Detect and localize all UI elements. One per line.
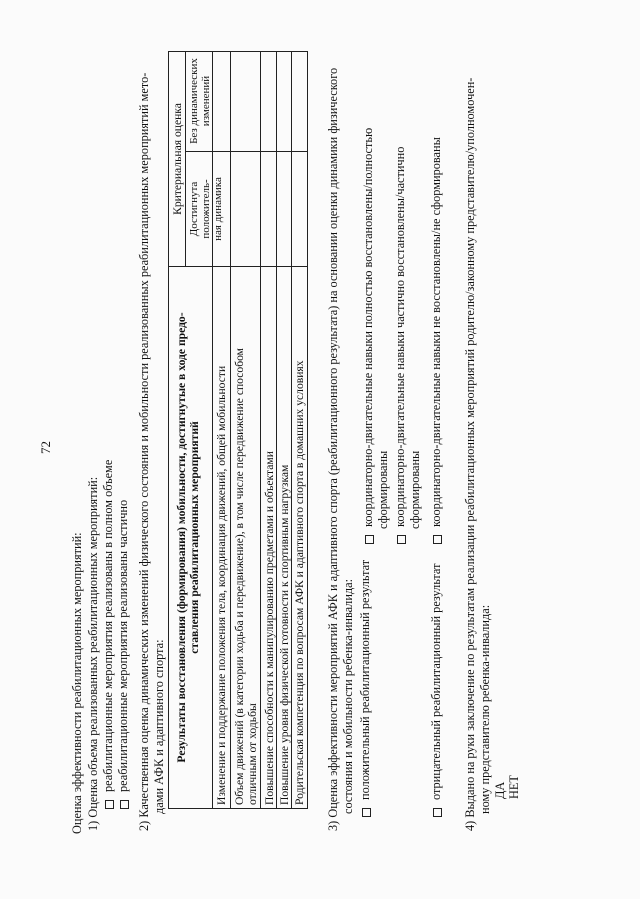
header-no-change [186,51,213,151]
table-cell-none[interactable] [261,51,277,151]
mobility-results-table [168,51,308,809]
section3-line1: 3) Оценка эффективности мероприятий АФК и адаптивного спорта (реабилитационного результата) на основании оценки динамики физического [326,67,340,831]
header-none-line1: Без динамических [188,58,200,144]
table-cell-positive[interactable] [261,151,277,266]
evaluation-heading: Оценка эффективности реабилитационных мероприятий: [70,532,84,834]
table-row-label: Повышение уровня физической готовности к спортивным нагрузкам [277,266,292,808]
table-cell-positive[interactable] [292,151,307,266]
section4-line2: ному представителю ребенка-инвалида: [478,604,492,814]
option-label: положительный реабилитационный результат [358,559,372,800]
checkbox[interactable] [433,808,442,817]
option-label: реабилитационные мероприятия реализованы частично [116,499,130,792]
section1-option-full [101,460,116,809]
option-label: координаторно-двигательные навыки полностью восстановлены/полностью [361,127,375,527]
answer-no[interactable]: НЕТ [507,775,521,799]
positive-result-option [358,560,373,817]
table-cell-none[interactable] [292,51,307,151]
table-row-label: Родительская компетенция по вопросам АФК и адаптивного спорта в домашних условиях [292,266,307,808]
section4-line1: 4) Выдано на руки заключение по результатам реализации реабилитационных мероприятий родителю/законному представителю/уполномочен- [463,77,477,831]
header-positive-line1: Достигнута положитель- [188,179,212,239]
table-row-label: Повышение способности к манипулированию предметами и объектами [261,266,277,808]
table-cell-positive[interactable] [231,151,261,266]
positive-sub-full-cont: сформированы [376,450,390,529]
section1-title: 1) Оценка объема реализованных реабилитационных мероприятий: [86,476,100,831]
table-row-label [231,266,261,808]
header-results-line1: Результаты восстановления (формирования) мобильности, достигнутые в ходе предо- [175,312,188,763]
header-none-line2: изменений [200,75,212,127]
checkbox[interactable] [120,800,129,809]
header-criterial: Критериальная оценка [169,51,186,266]
positive-sub-partial-cont: сформированы [408,450,422,529]
negative-sub [429,137,444,544]
row-label-line2: отличным от ходьбы [246,703,259,805]
negative-result-option [429,564,444,817]
option-label: отрицательный реабилитационный результат [429,563,443,800]
section3-line2: состояния и мобильности ребенка-инвалида: [341,578,355,814]
section1-option-partial [116,500,131,809]
header-results-line2: ставления реабилитационных мероприятий [188,421,201,654]
table-cell-positive[interactable] [277,151,292,266]
section2-line2: дами АФК и адаптивного спорта: [152,639,166,814]
page-number: 72 [38,441,53,454]
table-cell-positive[interactable] [213,151,231,266]
option-label: координаторно-двигательные навыки не восстановлены/не сформированы [429,137,443,527]
section2-line1: 2) Качественная оценка динамических изменений физического состояния и мобильности реализованных реабилитационных мероприятий мето- [137,72,151,831]
checkbox[interactable] [105,800,114,809]
header-positive [186,151,224,266]
table-row-label: Изменение и поддержание положения тела, координация движений, общей мобильности [213,266,231,808]
answer-yes[interactable]: ДА [493,781,507,799]
option-label: реабилитационные мероприятия реализованы в полном объеме [101,459,115,792]
checkbox[interactable] [365,535,374,544]
positive-sub-full [361,128,376,544]
table-cell-none[interactable] [231,51,261,151]
checkbox[interactable] [397,535,406,544]
row-label-line1: Объем движений (в категории ходьба и передвижение), в том числе передвижение способом [233,347,246,805]
header-results [169,266,213,808]
table-cell-none[interactable] [277,51,292,151]
checkbox[interactable] [362,808,371,817]
option-label: координаторно-двигательные навыки частично восстановлены/частично [393,146,407,527]
header-positive-line2: ная динамика [212,177,224,241]
positive-sub-partial [393,147,408,544]
checkbox[interactable] [433,535,442,544]
table-cell-none[interactable] [213,51,231,151]
